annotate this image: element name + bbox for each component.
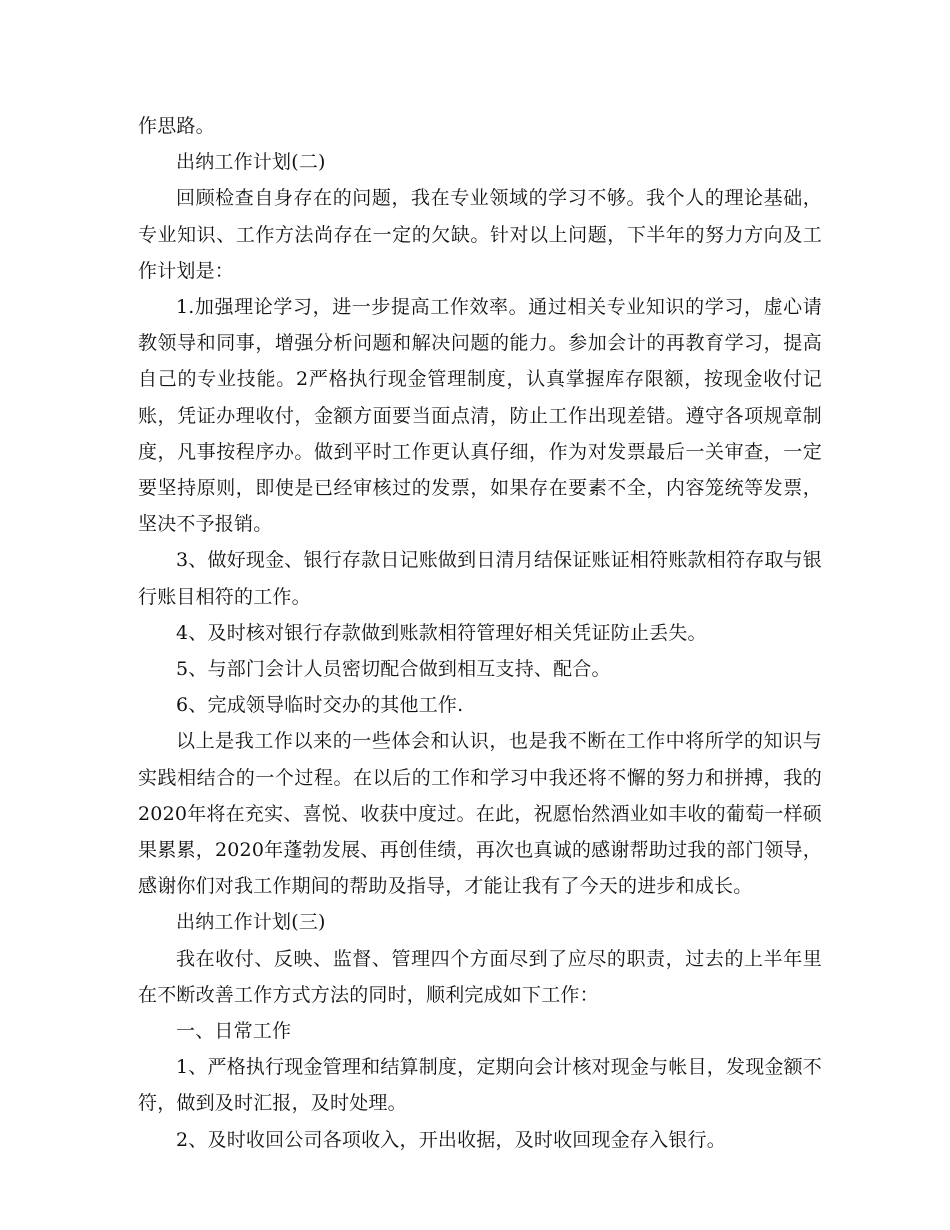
section-heading-plan-3: 出纳工作计划(三) bbox=[176, 911, 326, 934]
paragraph-continuation: 作思路。 bbox=[138, 115, 215, 137]
paragraph-review: 回顾检查自身存在的问题，我在专业领域的学习不够。我个人的理论基础，专业知识、工作方法尚存在一定的欠缺。针对以上问题，下半年的努力方向及工作计划是： bbox=[138, 187, 822, 282]
paragraph-item-1: 1.加强理论学习，进一步提高工作效率。通过相关专业知识的学习，虚心请教领导和同事，增强分析问题和解决问题的能力。参加会计的再教育学习，提高自己的专业技能。2严格执行现金管理制度，认真掌握库存限额，按现金收付记账，凭证办理收付，金额方面要当面点清，防止工作出现差错。遵守各项规章制度，凡事按程序办。做到平时工作更认真仔细，作为对发票最后一关审查，一定要坚持原则，即使是已经审核过的发票，如果存在要素不全，内容笼统等发票，坚决不予报销。 bbox=[138, 296, 822, 536]
paragraph-item-6: 6、完成领导临时交办的其他工作. bbox=[176, 694, 464, 717]
paragraph-daily-item-1: 1、严格执行现金管理和结算制度，定期向会计核对现金与帐目，发现金额不符，做到及时汇报，及时处理。 bbox=[138, 1056, 822, 1115]
paragraph-item-5: 5、与部门会计人员密切配合做到相互支持、配合。 bbox=[176, 658, 611, 681]
paragraph-item-4: 4、及时核对银行存款做到账款相符管理好相关凭证防止丢失。 bbox=[176, 621, 707, 644]
document-body bbox=[138, 108, 822, 1158]
paragraph-item-3: 3、做好现金、银行存款日记账做到日清月结保证账证相符账款相符存取与银行账目相符的工作。 bbox=[138, 549, 822, 608]
paragraph-summary: 以上是我工作以来的一些体会和认识，也是我不断在工作中将所学的知识与实践相结合的一个过程。在以后的工作和学习中我还将不懈的努力和拼搏，我的2020年将在充实、喜悦、收获中度过。在此，祝愿怡然酒业如丰收的葡萄一样硕果累累，2020年蓬勃发展、再创佳绩，再次也真诚的感谢帮助过我的部门领导，感谢你们对我工作期间的帮助及指导，才能让我有了今天的进步和成长。 bbox=[138, 730, 822, 898]
paragraph-daily-item-2: 2、及时收回公司各项收入，开出收据，及时收回现金存入银行。 bbox=[176, 1128, 726, 1151]
subheading-daily-work: 一、日常工作 bbox=[176, 1020, 292, 1043]
section-heading-plan-2: 出纳工作计划(二) bbox=[176, 151, 326, 174]
paragraph-duties: 我在收付、反映、监督、管理四个方面尽到了应尽的职责，过去的上半年里在不断改善工作方式方法的同时，顺利完成如下工作： bbox=[138, 947, 822, 1006]
